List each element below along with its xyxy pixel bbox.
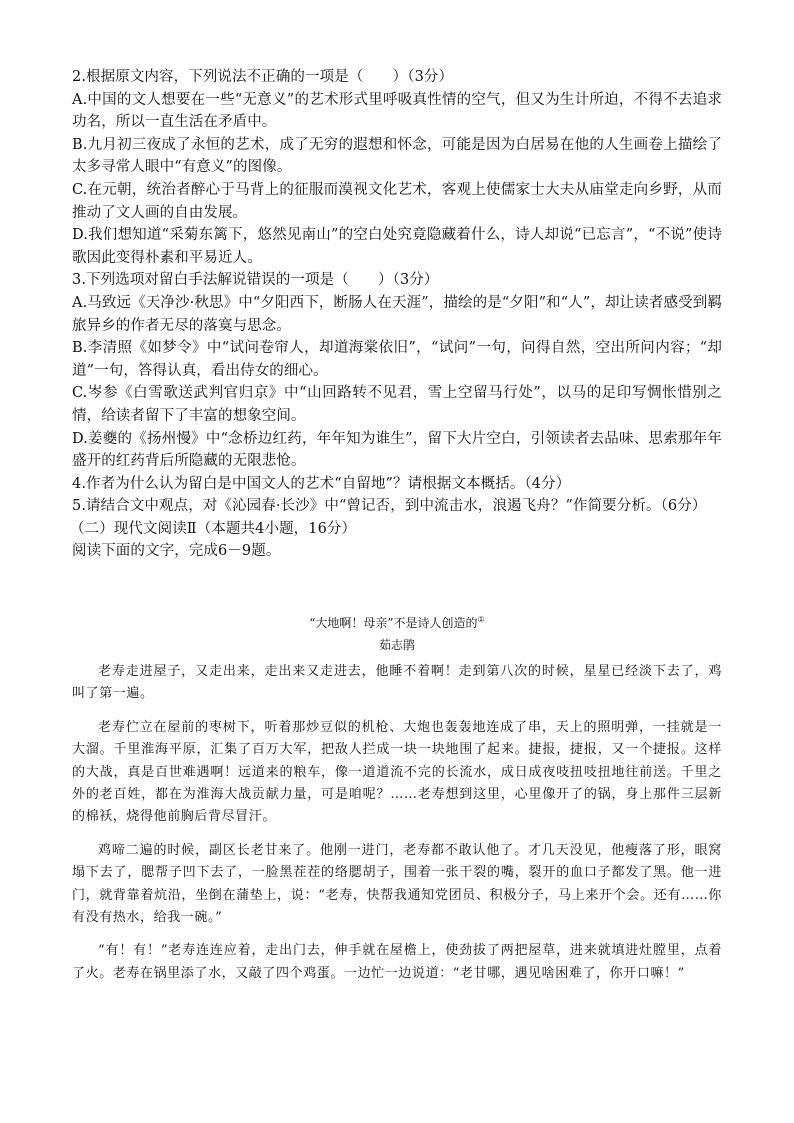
question-4: 4.作者为什么认为留白是中国文人的艺术“自留地”？请根据文本概括。（4分） [72,475,571,492]
section-title: （二）现代文阅读Ⅱ（本题共4小题，16分） [70,520,357,537]
story-title-text: “大地啊！母亲”不是诗人创造的 [309,616,478,630]
question-2 [72,66,722,269]
story-paragraph: 老寿走进屋子，又走出来，走出来又走进去，他睡不着啊！走到第八次的时候，星星已经淡下去了，鸡叫了第一遍。 [72,664,722,702]
questions-section [72,66,722,563]
question-2-option-a: A.中国的文人想要在一些“无意义”的艺术形式里呼吸真性情的空气，但又为生计所迫，不得不去追求功名，所以一直生活在矛盾中。 [72,91,722,131]
question-3 [72,269,722,472]
question-3-option-d: D.姜夔的《扬州慢》中“念桥边红药，年年知为谁生”，留下大片空白，引领读者去品味、思索那年年盛开的红药背后所隐藏的无限悲怆。 [72,430,722,470]
question-3-option-b: B.李清照《如梦令》中“试问卷帘人，却道海棠依旧”，“试问”一句，问得自然，空出所问内容；“却道”一句，答得认真，看出侍女的细心。 [72,340,722,379]
question-2-stem: 2.根据原文内容，下列说法不正确的一项是（ ）（3分） [72,69,454,85]
question-5: 5.请结合文中观点，对《沁园春·长沙》中“曾记否，到中流击水，浪遏飞舟？”作简要分析。（6分） [72,498,707,515]
question-3-stem: 3.下列选项对留白手法解说错误的一项是（ ）（3分） [72,272,439,289]
story-paragraph: 老寿伫立在屋前的枣树下，听着那炒豆似的机枪、大炮也轰轰地连成了串，天上的照明弹，一挂就是一大溜。千里淮海平原，汇集了百万大军，把敌人拦成一块一块地围了起来。捷报，捷报，又一个捷报。这样的大战，真是百世难遇啊！远道来的粮车，像一道道流不完的长流水，成日成夜吱扭吱扭地往前送。千里之外的老百姓，都在为淮海大战贡献力量，可是咱呢？……老寿想到这里，心里像开了的锅，身上那件三层新的棉袄，烧得他前胸后背尽冒汗。 [72,719,722,825]
question-3-option-a: A.马致远《天净沙·秋思》中“夕阳西下，断肠人在天涯”，描绘的是“夕阳”和“人”，却让读者感受到羁旅异乡的作者无尽的落寞与思念。 [72,294,722,334]
story-paragraph: “有！有！”老寿连连应着，走出门去，伸手就在屋檐上，使劲拔了两把屋草，进来就填进灶膛里，点着了火。老寿在锅里添了水，又敲了四个鸡蛋。一边忙一边说道：“老甘哪，遇见啥困难了，你开口嘛！” [72,943,722,981]
story-title [72,611,722,632]
question-2-option-b: B.九月初三夜成了永恒的艺术，成了无穷的遐想和怀念，可能是因为白居易在他的人生画卷上描绘了太多寻常人眼中“有意义”的图像。 [72,136,722,176]
story-paragraph: 鸡啼二遍的时候，副区长老甘来了。他刚一进门，老寿都不敢认他了。才几天没见，他瘦落了形，眼窝塌下去了，腮帮子凹下去了，一脸黑茬茬的络腮胡子，围着一张干裂的嘴，裂开的血口子都发了黑。他一进门，就背靠着炕沿，坐倒在蒲垫上，说：“老寿，快帮我通知党团员、积极分子，马上来开个会。还有……你有没有热水，给我一碗。” [72,842,722,926]
story-body [72,661,722,996]
question-3-option-c: C.岑参《白雪歌送武判官归京》中“山回路转不见君，雪上空留马行处”，以马的足印写惆怅惜别之情，给读者留下了丰富的想象空间。 [72,385,722,424]
question-2-option-d: D.我们想知道“采菊东篱下，悠然见南山”的空白处究竟隐藏着什么，诗人却说“已忘言”，“不说”使诗歌因此变得朴素和平易近人。 [72,227,722,266]
section-instruction: 阅读下面的文字，完成6－9题。 [72,543,281,560]
footnote-mark: ① [477,615,485,624]
story-author: 茹志鹃 [378,638,415,652]
question-2-option-c: C.在元朝，统治者醉心于马背上的征服而漠视文化艺术，客观上使儒家士大夫从庙堂走向乡野，从而推动了文人画的自由发展。 [72,181,722,221]
